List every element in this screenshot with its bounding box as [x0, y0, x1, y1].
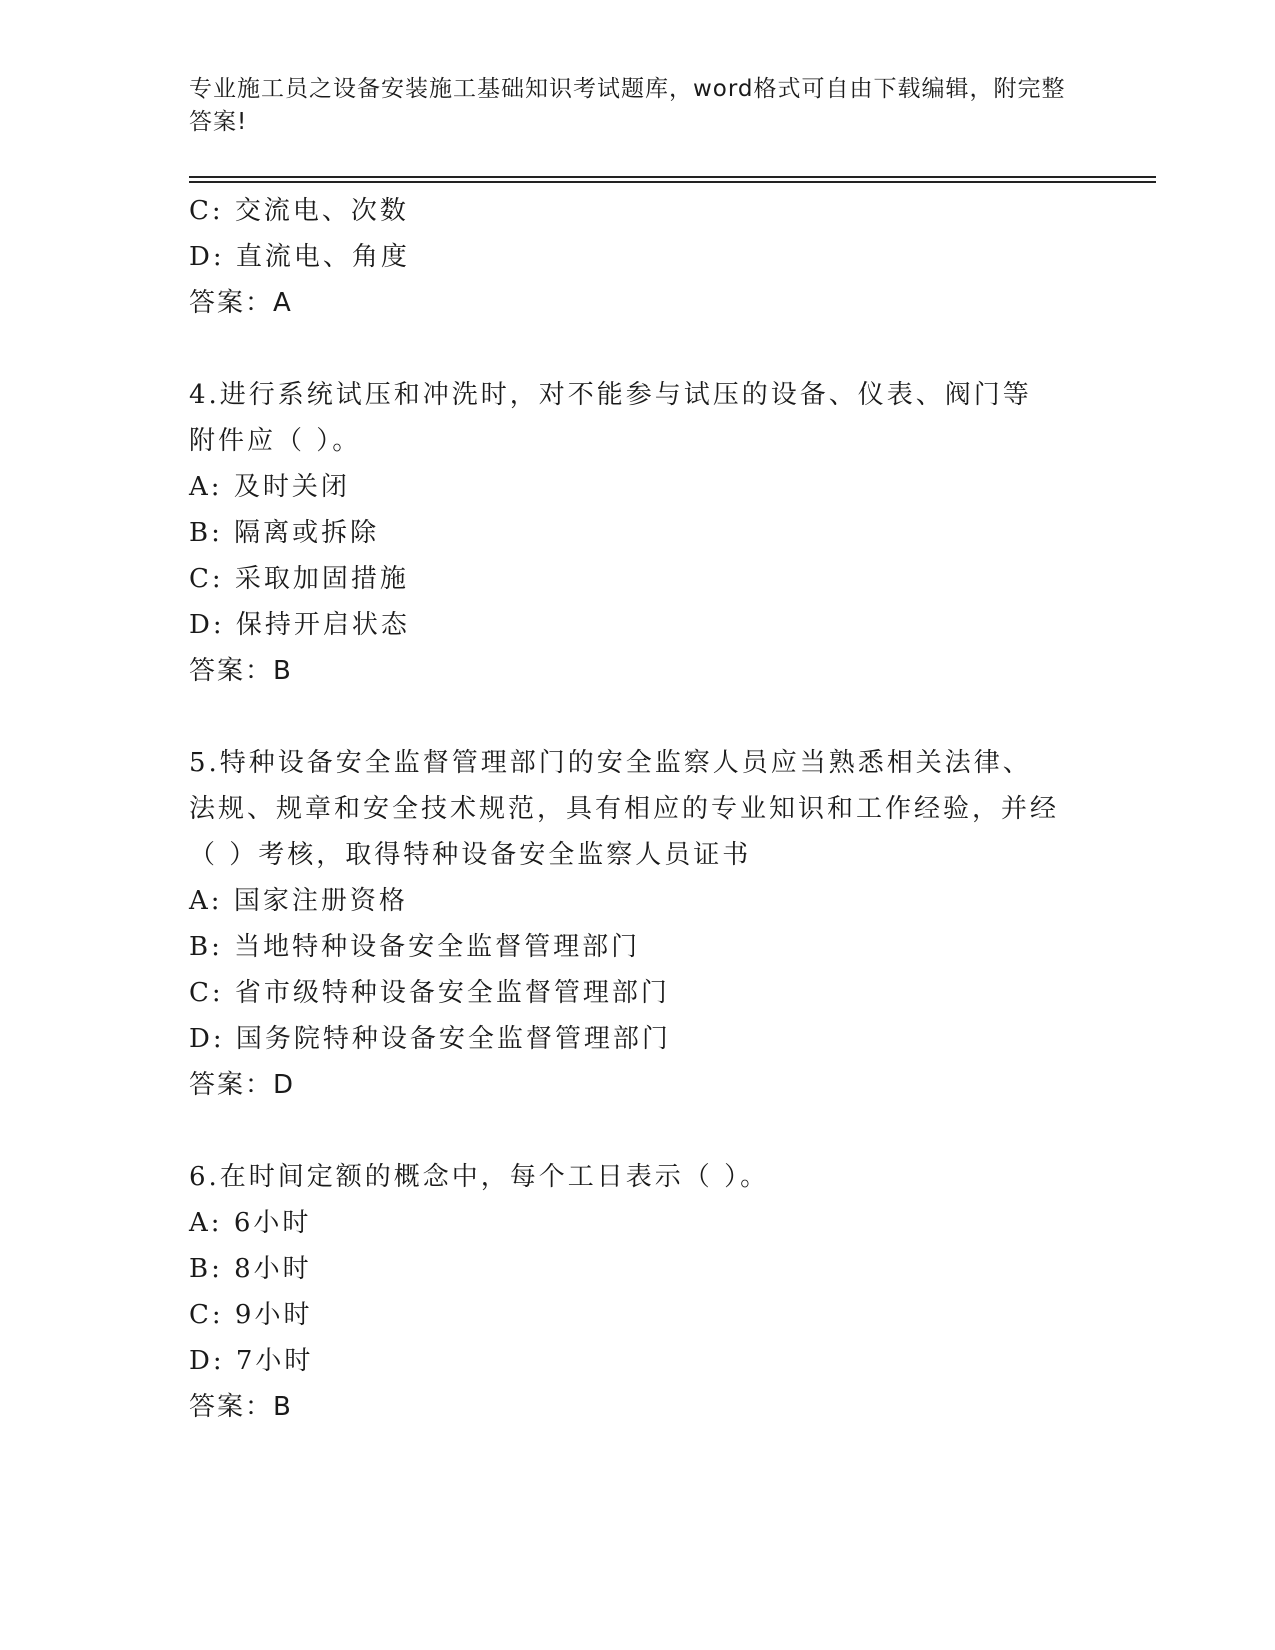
- question-3-tail: [189, 188, 1089, 326]
- question-text: 6.在时间定额的概念中，每个工日表示（ ）。: [189, 1162, 770, 1192]
- option-d: D: 直流电、角度: [189, 242, 410, 272]
- option-a: A: 及时关闭: [189, 472, 350, 502]
- option-c: C: 9小时: [189, 1300, 313, 1330]
- option-c: C: 采取加固措施: [189, 564, 409, 594]
- option-b: B: 当地特种设备安全监督管理部门: [189, 932, 641, 962]
- answer: 答案：B: [189, 656, 293, 686]
- header-rule-bottom: [189, 181, 1156, 183]
- option-d: D: 保持开启状态: [189, 610, 410, 640]
- option-c: C: 交流电、次数: [189, 196, 409, 226]
- option-b: B: 8小时: [189, 1254, 312, 1284]
- question-text: 4.进行系统试压和冲洗时，对不能参与试压的设备、仪表、阀门等附件应（ ）。: [189, 380, 1032, 456]
- document-body: [189, 188, 1089, 1430]
- question-4: [189, 372, 1089, 694]
- document-header: 专业施工员之设备安装施工基础知识考试题库，word格式可自由下载编辑，附完整答案!: [189, 76, 1066, 135]
- answer: 答案：D: [189, 1070, 296, 1100]
- option-d: D: 7小时: [189, 1346, 314, 1376]
- option-c: C: 省市级特种设备安全监督管理部门: [189, 978, 670, 1008]
- answer: 答案：B: [189, 1392, 293, 1422]
- option-b: B: 隔离或拆除: [189, 518, 380, 548]
- question-6: [189, 1154, 1089, 1430]
- option-a: A: 6小时: [189, 1208, 312, 1238]
- answer: 答案：A: [189, 288, 293, 318]
- option-a: A: 国家注册资格: [189, 886, 408, 916]
- option-d: D: 国务院特种设备安全监督管理部门: [189, 1024, 671, 1054]
- question-5: [189, 740, 1089, 1108]
- question-text: 5.特种设备安全监督管理部门的安全监察人员应当熟悉相关法律、法规、规章和安全技术规范，具有相应的专业知识和工作经验，并经（ ）考核，取得特种设备安全监察人员证书: [189, 748, 1060, 870]
- header-rule-top: [189, 176, 1156, 178]
